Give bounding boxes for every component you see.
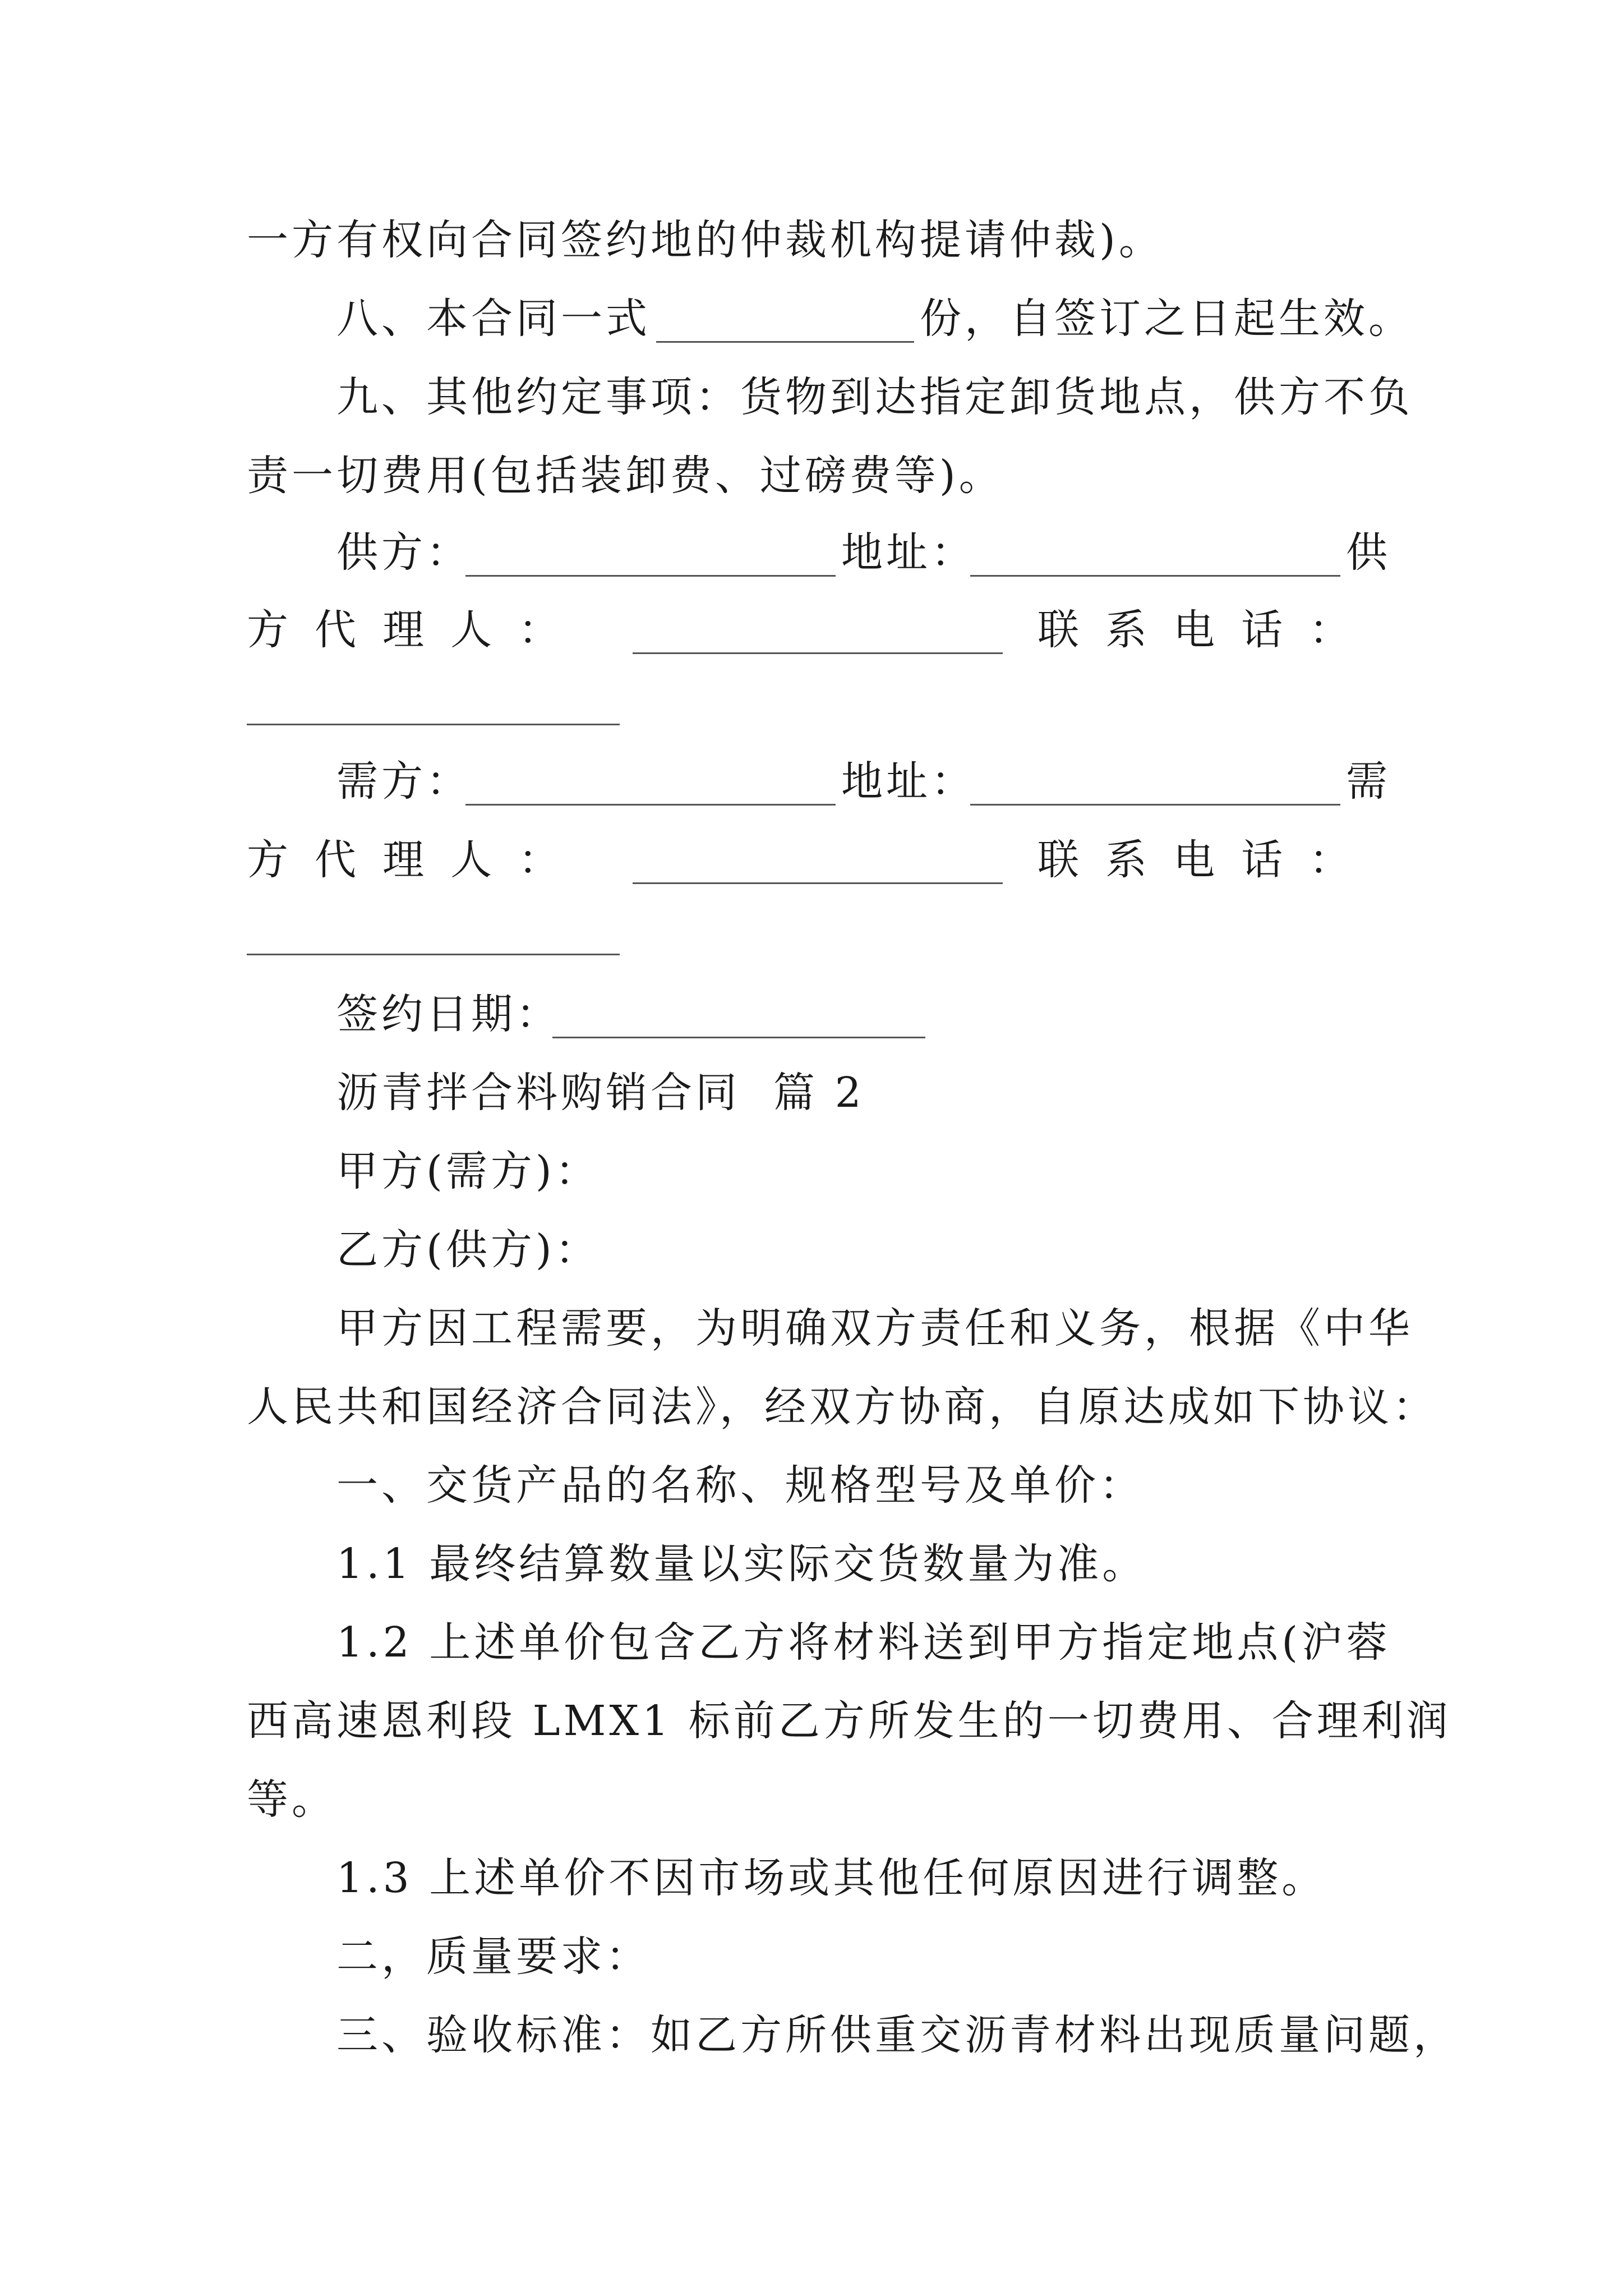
supplier-phone-blank: [247, 724, 620, 725]
text-line: 甲方(需方)：: [336, 1147, 600, 1195]
supplier-address-blank: [970, 575, 1340, 577]
sign-date-blank: [552, 1037, 925, 1038]
text-line: 甲方因工程需要，为明确双方责任和义务，根据《中华: [336, 1304, 1413, 1352]
buyer-agent-blank: [633, 882, 1003, 884]
text-line: 一、交货产品的名称、规格型号及单价：: [336, 1461, 1144, 1510]
text-line: 三、验收标准：如乙方所供重交沥青材料出现质量问题，: [336, 2011, 1458, 2059]
text-line: 1.1 最终结算数量以实际交货数量为准。: [336, 1540, 1147, 1588]
supplier-address-label: 地址：: [841, 528, 976, 577]
buyer-agent-label: 方 代 理 人 ：: [247, 836, 560, 884]
buyer-address-label: 地址：: [841, 757, 976, 806]
supplier-label: 供方：: [336, 528, 471, 577]
text-line: 人民共和国经济合同法》，经双方协商，自原达成如下协议：: [247, 1383, 1437, 1431]
text-line: 1.2 上述单价包含乙方将材料送到甲方指定地点(沪蓉: [336, 1618, 1391, 1667]
buyer-blank: [465, 804, 836, 806]
buyer-phone-label: 联 系 电 话 ：: [1038, 836, 1351, 884]
text-line: 供: [1346, 528, 1391, 577]
sign-date-label: 签约日期：: [336, 990, 561, 1038]
copies-blank: [656, 341, 914, 343]
section-title: 沥青拌合料购销合同 篇 2: [336, 1069, 865, 1117]
supplier-phone-label: 联 系 电 话 ：: [1038, 606, 1351, 654]
buyer-label: 需方：: [336, 757, 471, 806]
text-line: 需: [1346, 757, 1391, 806]
text-line: 乙方(供方)：: [336, 1226, 600, 1274]
buyer-address-blank: [970, 804, 1340, 806]
supplier-blank: [465, 575, 836, 577]
text-line: 责一切费用(包括装卸费、过磅费等)。: [247, 452, 1004, 500]
supplier-agent-label: 方 代 理 人 ：: [247, 606, 560, 654]
text-line: 等。: [247, 1775, 336, 1824]
text-line: 一方有权向合同签约地的仲裁机构提请仲裁)。: [247, 216, 1164, 264]
text-line: 九、其他约定事项：货物到达指定卸货地点，供方不负: [336, 373, 1413, 421]
text-line: 八、本合同一式: [336, 295, 651, 343]
buyer-phone-blank: [247, 954, 620, 955]
supplier-agent-blank: [633, 652, 1003, 654]
text-line: 1.3 上述单价不因市场或其他任何原因进行调整。: [336, 1854, 1327, 1902]
text-line: 西高速恩利段 LMX1 标前乙方所发生的一切费用、合理利润: [247, 1697, 1451, 1745]
text-line: 份，自签订之日起生效。: [920, 295, 1413, 343]
text-line: 二，质量要求：: [336, 1932, 651, 1981]
